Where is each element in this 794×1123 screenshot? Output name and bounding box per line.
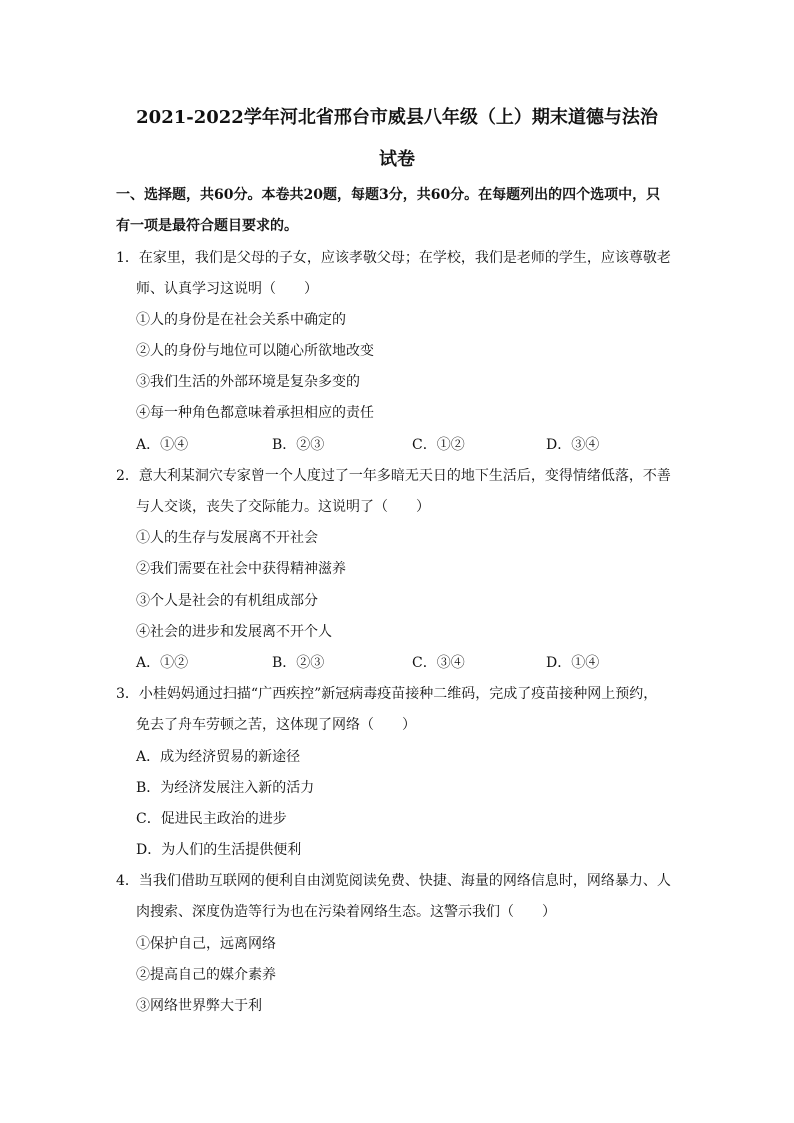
q1-option-b[interactable]: B．②③ bbox=[272, 437, 325, 453]
q4-stem-line-2: 肉搜索、深度伪造等行为也在污染着网络生态。这警示我们（ ） bbox=[136, 904, 556, 920]
q2-option-a[interactable]: A．①② bbox=[136, 655, 189, 671]
q1-options bbox=[136, 437, 656, 453]
q3-option-b[interactable]: B．为经济发展注入新的活力 bbox=[136, 780, 315, 796]
q4-item-1: ①保护自己，远离网络 bbox=[136, 936, 276, 952]
q2-stem-line-2: 与人交谈，丧失了交际能力。这说明了（ ） bbox=[136, 499, 430, 515]
q2-item-2: ②我们需要在社会中获得精神滋养 bbox=[136, 561, 346, 577]
q1-stem-line-1: 1．在家里，我们是父母的子女，应该孝敬父母；在学校，我们是老师的学生，应该尊敬老 bbox=[116, 250, 671, 266]
q2-stem-line-1: 2．意大利某洞穴专家曾一个人度过了一年多暗无天日的地下生活后，变得情绪低落，不善 bbox=[116, 468, 671, 484]
section-instruction-line-2: 有一项是最符合题目要求的。 bbox=[116, 218, 298, 234]
q2-option-b[interactable]: B．②③ bbox=[272, 655, 325, 671]
q1-item-4: ④每一种角色都意味着承担相应的责任 bbox=[136, 405, 374, 421]
q1-item-1: ①人的身份是在社会关系中确定的 bbox=[136, 312, 346, 328]
q1-item-2: ②人的身份与地位可以随心所欲地改变 bbox=[136, 343, 374, 359]
q3-stem-line-2: 免去了舟车劳顿之苦，这体现了网络（ ） bbox=[136, 717, 416, 733]
exam-title-line-1: 2021-2022学年河北省邢台市威县八年级（上）期末道德与法治 bbox=[136, 107, 658, 128]
q3-option-c[interactable]: C．促进民主政治的进步 bbox=[136, 811, 287, 827]
q2-options bbox=[136, 655, 656, 671]
q1-option-c[interactable]: C．①② bbox=[412, 437, 465, 453]
exam-title-line-2: 试卷 bbox=[379, 149, 415, 170]
q2-item-4: ④社会的进步和发展离不开个人 bbox=[136, 624, 332, 640]
q1-option-a[interactable]: A．①④ bbox=[136, 437, 189, 453]
q2-item-1: ①人的生存与发展离不开社会 bbox=[136, 530, 318, 546]
q1-option-d[interactable]: D．③④ bbox=[546, 437, 600, 453]
q2-item-3: ③个人是社会的有机组成部分 bbox=[136, 593, 318, 609]
q2-option-d[interactable]: D．①④ bbox=[546, 655, 600, 671]
q4-item-3: ③网络世界弊大于利 bbox=[136, 998, 262, 1014]
q4-stem-line-1: 4．当我们借助互联网的便利自由浏览阅读免费、快捷、海量的网络信息时，网络暴力、人 bbox=[116, 873, 671, 889]
q4-item-2: ②提高自己的媒介素养 bbox=[136, 967, 276, 983]
q3-stem-line-1: 3．小桂妈妈通过扫描“广西疾控”新冠病毒疫苗接种二维码，完成了疫苗接种网上预约， bbox=[116, 686, 658, 702]
q3-option-d[interactable]: D．为人们的生活提供便利 bbox=[136, 842, 302, 858]
q3-option-a[interactable]: A．成为经济贸易的新途径 bbox=[136, 749, 301, 765]
q1-item-3: ③我们生活的外部环境是复杂多变的 bbox=[136, 374, 360, 390]
section-instruction-line-1: 一、选择题，共60分。本卷共20题，每题3分，共60分。在每题列出的四个选项中，只 bbox=[116, 187, 661, 203]
q1-stem-line-2: 师、认真学习这说明（ ） bbox=[136, 281, 318, 297]
q2-option-c[interactable]: C．③④ bbox=[412, 655, 465, 671]
